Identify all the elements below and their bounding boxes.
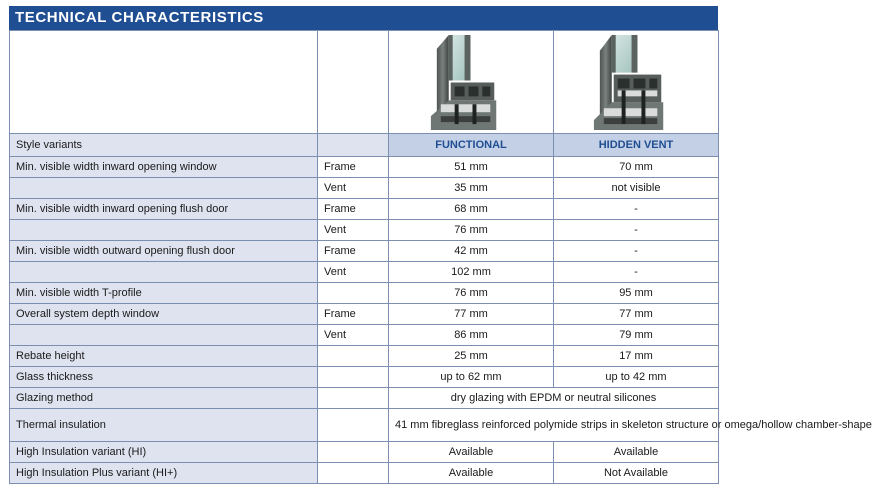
row-label: Thermal insulation: [10, 409, 318, 442]
functional-value: 68 mm: [389, 199, 554, 220]
section-title: TECHNICAL CHARACTERISTICS: [9, 6, 718, 30]
row-label: [10, 325, 318, 346]
table-row: [10, 157, 719, 178]
hidden-vent-value: -: [554, 262, 719, 283]
hidden-vent-value: 79 mm: [554, 325, 719, 346]
image-row: [10, 31, 719, 134]
image-row-sub-cell: [318, 31, 389, 134]
hidden-vent-value: 95 mm: [554, 283, 719, 304]
glazing-method-value: dry glazing with EPDM or neutral silicones: [389, 388, 719, 409]
functional-value: 35 mm: [389, 178, 554, 199]
table-row: [10, 262, 719, 283]
hidden-vent-profile-image: [554, 31, 719, 134]
row-sub-label: Frame: [318, 304, 389, 325]
column-header-functional: FUNCTIONAL: [389, 134, 554, 157]
functional-profile-illustration: [389, 31, 553, 133]
hidden-vent-value: 77 mm: [554, 304, 719, 325]
functional-value: 42 mm: [389, 241, 554, 262]
row-sub-label: [318, 283, 389, 304]
row-sub-label: [318, 388, 389, 409]
row-sub-label: [318, 367, 389, 388]
hidden-vent-value: -: [554, 199, 719, 220]
table-row: [10, 199, 719, 220]
row-label: Overall system depth window: [10, 304, 318, 325]
row-label: Glazing method: [10, 388, 318, 409]
functional-value: Available: [389, 442, 554, 463]
table-row: [10, 283, 719, 304]
hidden-vent-value: -: [554, 220, 719, 241]
functional-value: up to 62 mm: [389, 367, 554, 388]
row-sub-label: Vent: [318, 325, 389, 346]
functional-value: 77 mm: [389, 304, 554, 325]
row-sub-label: Frame: [318, 157, 389, 178]
row-sub-label: [318, 409, 389, 442]
hidden-vent-value: up to 42 mm: [554, 367, 719, 388]
table-row: [10, 325, 719, 346]
thermal-insulation-value: 41 mm fibreglass reinforced polymide strips in skeleton structure or omega/hollow chamber-shape: [389, 409, 719, 442]
row-label: Min. visible width inward opening window: [10, 157, 318, 178]
column-header-hidden-vent: HIDDEN VENT: [554, 134, 719, 157]
table-row: [10, 442, 719, 463]
image-row-label-cell: [10, 31, 318, 134]
functional-value: 86 mm: [389, 325, 554, 346]
functional-profile-image: [389, 31, 554, 134]
table-row: [10, 241, 719, 262]
hidden-vent-value: Available: [554, 442, 719, 463]
hidden-vent-profile-illustration: [554, 31, 718, 133]
row-label: High Insulation Plus variant (HI+): [10, 463, 318, 484]
hidden-vent-value: -: [554, 241, 719, 262]
row-sub-label: Frame: [318, 241, 389, 262]
glazing-method-row: [10, 388, 719, 409]
row-label: Min. visible width outward opening flush door: [10, 241, 318, 262]
table-row: [10, 463, 719, 484]
style-variants-row: [10, 134, 719, 157]
functional-value: 25 mm: [389, 346, 554, 367]
row-label: [10, 220, 318, 241]
thermal-insulation-row: [10, 409, 719, 442]
row-label: Glass thickness: [10, 367, 318, 388]
row-sub-label: [318, 463, 389, 484]
functional-value: 76 mm: [389, 220, 554, 241]
hidden-vent-value: not visible: [554, 178, 719, 199]
row-label: [10, 262, 318, 283]
hidden-vent-value: Not Available: [554, 463, 719, 484]
functional-value: 76 mm: [389, 283, 554, 304]
table-row: [10, 367, 719, 388]
row-sub-label: Frame: [318, 199, 389, 220]
row-sub-label: [318, 346, 389, 367]
functional-value: 51 mm: [389, 157, 554, 178]
row-sub-label: Vent: [318, 262, 389, 283]
functional-value: Available: [389, 463, 554, 484]
table-row: [10, 304, 719, 325]
table-row: [10, 178, 719, 199]
functional-value: 102 mm: [389, 262, 554, 283]
table-row: [10, 220, 719, 241]
spec-table: [9, 30, 872, 484]
row-sub-label: [318, 442, 389, 463]
hidden-vent-value: 70 mm: [554, 157, 719, 178]
hidden-vent-value: 17 mm: [554, 346, 719, 367]
style-variants-label: Style variants: [10, 134, 318, 157]
row-sub-label: Vent: [318, 178, 389, 199]
row-label: Rebate height: [10, 346, 318, 367]
row-label: Min. visible width T-profile: [10, 283, 318, 304]
row-sub-label: Vent: [318, 220, 389, 241]
style-variants-sub-cell: [318, 134, 389, 157]
table-row: [10, 346, 719, 367]
row-label: [10, 178, 318, 199]
row-label: Min. visible width inward opening flush door: [10, 199, 318, 220]
row-label: High Insulation variant (HI): [10, 442, 318, 463]
